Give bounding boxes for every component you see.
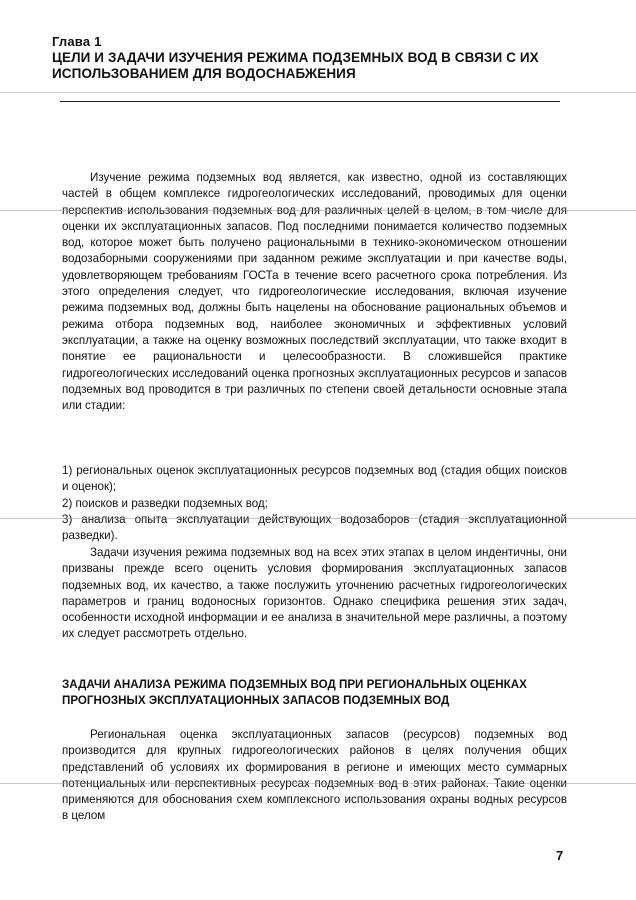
list-item: 1) региональных оценок эксплуатационных ресурсов подземных вод (стадия общих поисков и оценок); xyxy=(62,464,567,494)
stages-list xyxy=(62,463,567,544)
scan-line xyxy=(0,783,636,784)
body-paragraph-3: Региональная оценка эксплуатационных запасов (ресурсов) подземных вод производится для крупных гидрогеологических районов в целях получения общих представлений об условиях их формирования в регионе и имеющих место суммарных потенциальных или перспективных ресурсах подземных вод в этих районах. Такие оценки применяются для обоснования схем комплексного использования охраны водных ресурсов в целом xyxy=(62,728,567,823)
body-paragraph-2: Задачи изучения режима подземных вод на всех этих этапах в целом индентичны, они призваны прежде всего оценить условия формирования эксплуатационных запасов подземных вод, их качество, а также послужить уточнению расчетных гидрогеологических параметров и границ водоносных горизонтов. Однако специфика решения этих задач, особенности исходной информации и ее анализа в значительной мере различны, а поэтому их следует рассмотреть отдельно. xyxy=(62,546,567,641)
chapter-label: Глава 1 xyxy=(52,34,102,49)
title-rule xyxy=(60,101,560,102)
list-item: 3) анализа опыта эксплуатации действующих водозаборов (стадия эксплуатационной разведки). xyxy=(62,512,567,543)
scan-line xyxy=(0,518,636,519)
section-heading: ЗАДАЧИ АНАЛИЗА РЕЖИМА ПОДЗЕМНЫХ ВОД ПРИ РЕГИОНАЛЬНЫХ ОЦЕНКАХ ПРОГНОЗНЫХ ЭКСПЛУАТАЦИОННЫХ ЗАПАСОВ ПОДЗЕМНЫХ ВОД xyxy=(62,678,527,707)
chapter-title: ЦЕЛИ И ЗАДАЧИ ИЗУЧЕНИЯ РЕЖИМА ПОДЗЕМНЫХ ВОД В СВЯЗИ С ИХ ИСПОЛЬЗОВАНИЕМ ДЛЯ ВОДОСНАБЖЕНИЯ xyxy=(52,50,539,81)
list-item: 2) поисков и разведки подземных вод; xyxy=(62,496,268,510)
body-paragraph-1: Изучение режима подземных вод является, как известно, одной из составляющих частей в общем комплексе гидрогеологических исследований, проводимых для оценки перспектив использования подземных вод для различных целей в целом, в том числе для оценки их эксплуатационных запасов. Под последними понимается количество подземных вод, которое может быть получено рациональными в технико-экономическом отношении водозаборными сооружениями при заданном режиме эксплуатации и при качестве воды, удовлетворяющем требованиям ГОСТа в течение всего расчетного срока потребления. Из этого определения следует, что гидрогеологические исследования, включая изучение режима подземных вод, должны быть нацелены на обоснование рациональных объемов и режима отбора подземных вод, наиболее экономичных и эффективных условий эксплуатации, а также на оценку возможных последствий эксплуатации, что также входит в понятие ее рациональности и целесообразности. В сложившейся практике гидрогеологических исследований оценка прогнозных эксплуатационных ресурсов и запасов подземных вод проводится в три различных по степени своей детальности основные этапа или стадии: xyxy=(62,171,567,413)
scan-line xyxy=(0,92,636,93)
page-number: 7 xyxy=(556,848,564,863)
scan-line xyxy=(0,210,636,211)
